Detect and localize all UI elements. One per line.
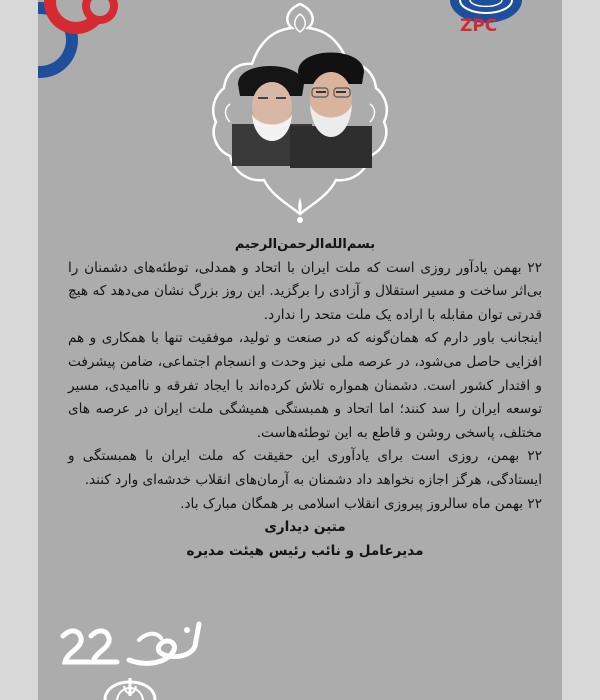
paragraph-2: اینجانب باور دارم که همان‌گونه که در صنعت و تولید، موفقیت تنها با همکاری و هم افزایی حاصل می‌شود، در عرصه ملی نیز وحدت و انسجام اجتماعی، ضامن پیشرفت و اقتدار کشور است. دشمنان همواره تلاش کرده‌اند با ایجاد تفرقه و ناامیدی، مسیر توسعه ایران را سد کنند؛ اما اتحاد و همبستگی همیشگی ملت ایران در عرصه های مختلف، پاسخی روشن و قاطع به این توطئه‌هاست.	[68, 330, 542, 441]
left-margin	[0, 0, 38, 700]
letter-body	[68, 233, 542, 563]
signatory-name: متین دیداری	[264, 519, 346, 536]
bahman-22-calligraphy-icon	[55, 606, 215, 700]
bismillah-heading: بسم‌الله‌الرحمن‌الرحیم	[234, 237, 376, 252]
company-logo-left-icon	[38, 0, 118, 80]
signatory-title: مدیرعامل و نائب رئیس هیئت مدیره	[186, 542, 424, 559]
paragraph-1: ۲۲ بهمن یادآور روزی است که ملت ایران با اتحاد و همدلی، توطئه‌های دشمنان را بی‌اثر ساخت و مسیر استقلال و آزادی را برگزید. این روز بزرگ نشان می‌دهد که هیچ قدرتی توان مقابله با اراده یک ملت متحد را ندارد.	[68, 259, 542, 323]
paragraph-4: ۲۲ بهمن ماه سالروز پیروزی انقلاب اسلامی بر همگان مبارک باد.	[180, 495, 542, 512]
paragraph-3: ۲۲ بهمن، روزی است برای یادآوری این حقیقت که ملت ایران با همبستگی و ایستادگی، هرگز اجازه نخواهد داد دشمنان به آرمان‌های انقلاب خدشه‌ای وارد کنند.	[68, 448, 542, 488]
portrait-khamenei-icon	[290, 44, 372, 168]
right-margin	[562, 0, 600, 700]
company-logo-text: ZPC	[460, 16, 498, 36]
